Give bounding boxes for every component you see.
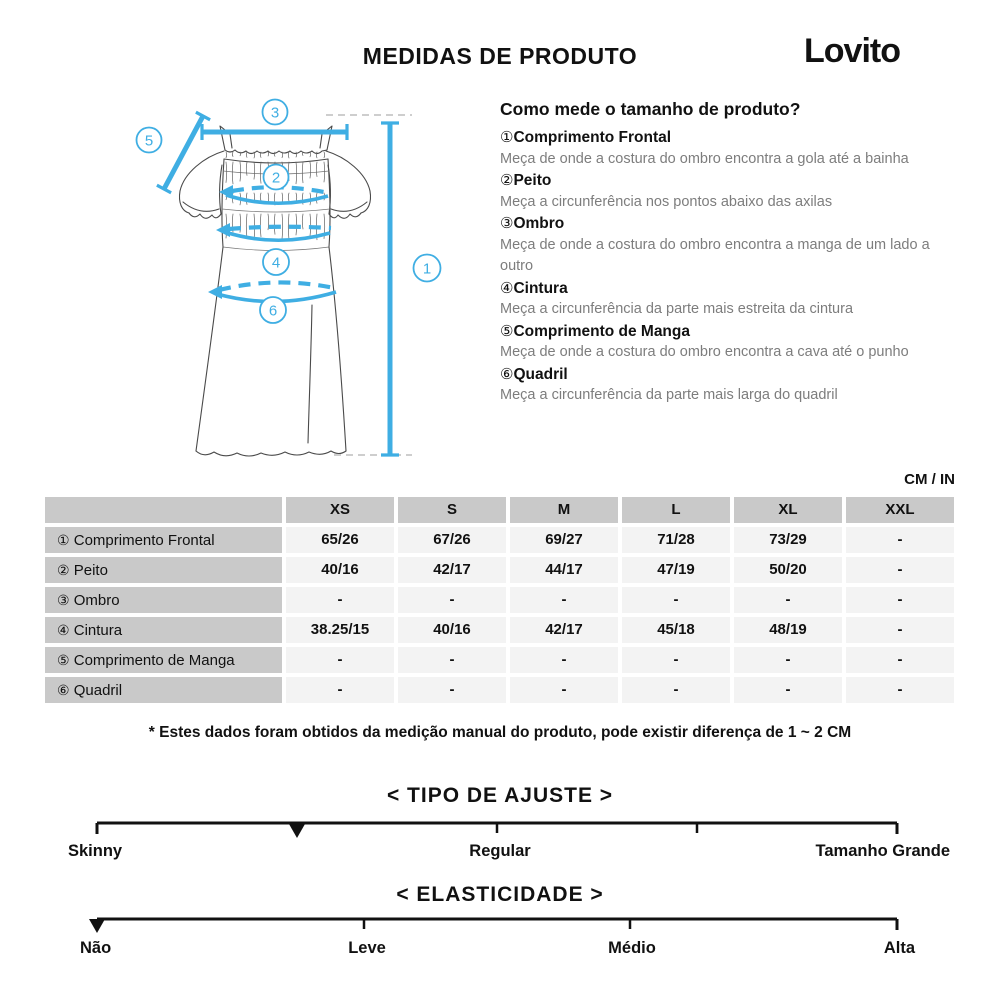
elasticity-label-medio: Médio <box>608 939 656 957</box>
size-value-cell: - <box>846 587 954 613</box>
circled-number: ④ <box>57 622 70 638</box>
size-value-cell: 48/19 <box>734 617 842 643</box>
measurement-diagram <box>120 95 470 475</box>
size-column-header: XS <box>286 497 394 523</box>
circled-number: ⑥ <box>500 365 514 383</box>
guide-item-label: ⑤Comprimento de Manga <box>500 322 690 340</box>
size-value-cell: - <box>734 677 842 703</box>
circled-number: ① <box>500 129 514 146</box>
guide-item-label: ④Cintura <box>500 279 568 297</box>
measure-lines <box>157 112 399 455</box>
size-value-cell: 47/19 <box>622 557 730 583</box>
guide-item-label: ⑥Quadril <box>500 365 568 383</box>
size-value-cell: 40/16 <box>398 617 506 643</box>
svg-text:4: 4 <box>271 254 281 272</box>
circled-number: ③ <box>57 592 70 608</box>
size-value-cell: - <box>286 677 394 703</box>
size-value-cell: 65/26 <box>286 527 394 553</box>
circled-number: ① <box>57 532 70 548</box>
size-value-cell: - <box>510 647 618 673</box>
elasticity-scale-title: < ELASTICIDADE > <box>396 883 604 906</box>
brand-logo: Lovito <box>804 32 900 70</box>
size-value-cell: - <box>846 617 954 643</box>
size-value-cell: - <box>398 587 506 613</box>
size-column-header: L <box>622 497 730 523</box>
size-table <box>45 497 954 703</box>
size-value-cell: 73/29 <box>734 527 842 553</box>
guide-item-label: ②Peito <box>500 172 552 189</box>
guide-item-desc: Meça a circunferência da parte mais larga do quadril <box>500 387 838 403</box>
circled-number: ② <box>500 172 514 189</box>
elasticity-label-leve: Leve <box>348 939 386 957</box>
size-value-cell: - <box>286 647 394 673</box>
circled-number: ⑥ <box>57 682 70 698</box>
svg-text:2: 2 <box>271 169 281 187</box>
size-value-cell: 71/28 <box>622 527 730 553</box>
reference-dashed-lines <box>326 115 412 455</box>
guide-item-desc: Meça a circunferência da parte mais estreita da cintura <box>500 301 854 317</box>
row-label: ⑤ Comprimento de Manga <box>45 647 282 673</box>
guide-item <box>500 170 962 213</box>
size-value-cell: - <box>846 557 954 583</box>
guide-item <box>500 321 962 364</box>
size-value-cell: 69/27 <box>510 527 618 553</box>
svg-text:3: 3 <box>270 104 280 122</box>
circled-number: ⑤ <box>57 652 70 668</box>
size-value-cell: - <box>846 527 954 553</box>
size-value-cell: 44/17 <box>510 557 618 583</box>
size-value-cell: 40/16 <box>286 557 394 583</box>
callout-circle-5 <box>137 128 162 153</box>
guide-item <box>500 127 962 170</box>
guide-item-desc: Meça de onde a costura do ombro encontra a gola até a bainha <box>500 150 909 167</box>
row-label: ② Peito <box>45 557 282 583</box>
fit-label-regular: Regular <box>469 842 531 860</box>
size-value-cell: - <box>734 587 842 613</box>
guide-item-label: ③Ombro <box>500 215 565 232</box>
row-label: ③ Ombro <box>45 587 282 613</box>
row-label: ① Comprimento Frontal <box>45 527 282 553</box>
guide-items <box>500 127 962 407</box>
guide-heading: Como mede o tamanho de produto? <box>500 99 801 119</box>
page-title: MEDIDAS DE PRODUTO <box>362 43 638 69</box>
circled-number: ③ <box>500 215 514 232</box>
size-value-cell: 50/20 <box>734 557 842 583</box>
callout-circle-3 <box>263 100 288 125</box>
circled-number: ④ <box>500 279 514 297</box>
size-value-cell: - <box>622 677 730 703</box>
guide-item <box>500 278 962 321</box>
size-value-cell: - <box>622 647 730 673</box>
svg-text:5: 5 <box>144 132 154 150</box>
callout-circle-1 <box>414 255 441 282</box>
units-label: CM / IN <box>904 471 955 488</box>
size-value-cell: - <box>622 587 730 613</box>
size-column-header: XL <box>734 497 842 523</box>
size-value-cell: 67/26 <box>398 527 506 553</box>
measure-guide <box>500 99 962 407</box>
elasticity-marker-icon <box>89 919 105 933</box>
size-value-cell: - <box>398 647 506 673</box>
callout-circle-4 <box>263 249 289 275</box>
size-value-cell: - <box>510 677 618 703</box>
guide-item-desc: Meça de onde a costura do ombro encontra a manga de um lado a outro <box>500 236 930 274</box>
front-length-measure-line <box>381 123 399 455</box>
size-column-header: M <box>510 497 618 523</box>
size-value-cell: 38.25/15 <box>286 617 394 643</box>
row-label: ④ Cintura <box>45 617 282 643</box>
size-value-cell: - <box>734 647 842 673</box>
guide-item <box>500 364 962 407</box>
shoulder-measure-line <box>202 124 347 140</box>
guide-item-desc: Meça de onde a costura do ombro encontra a cava até o punho <box>500 344 909 360</box>
elasticity-label-nao: Não <box>80 939 112 957</box>
guide-item-label: ①Comprimento Frontal <box>500 129 672 146</box>
size-column-header: XXL <box>846 497 954 523</box>
fit-scale-title: < TIPO DE AJUSTE > <box>386 784 614 807</box>
elasticity-label-alta: Alta <box>883 939 915 957</box>
size-value-cell: - <box>846 677 954 703</box>
fit-label-skinny: Skinny <box>68 842 123 860</box>
svg-text:6: 6 <box>268 302 278 320</box>
size-column-header: S <box>398 497 506 523</box>
callout-circle-2 <box>264 165 289 190</box>
footnote: * Estes dados foram obtidos da medição manual do produto, pode existir diferença de 1 ~ 2 CM <box>148 724 852 741</box>
guide-item-desc: Meça a circunferência nos pontos abaixo das axilas <box>500 193 833 210</box>
size-value-cell: - <box>510 587 618 613</box>
circled-number: ⑤ <box>500 322 514 340</box>
fit-marker-icon <box>289 824 305 838</box>
row-label: ⑥ Quadril <box>45 677 282 703</box>
size-value-cell: 42/17 <box>510 617 618 643</box>
table-corner-cell <box>45 497 282 523</box>
circled-number: ② <box>57 562 70 578</box>
size-value-cell: - <box>846 647 954 673</box>
size-value-cell: - <box>286 587 394 613</box>
callout-circle-6 <box>260 297 286 323</box>
guide-item <box>500 213 962 278</box>
size-value-cell: 42/17 <box>398 557 506 583</box>
fit-label-tamanho-grande: Tamanho Grande <box>815 842 950 860</box>
svg-text:1: 1 <box>422 260 432 278</box>
size-value-cell: 45/18 <box>622 617 730 643</box>
elasticity-scale-rail <box>0 916 1000 944</box>
size-value-cell: - <box>398 677 506 703</box>
